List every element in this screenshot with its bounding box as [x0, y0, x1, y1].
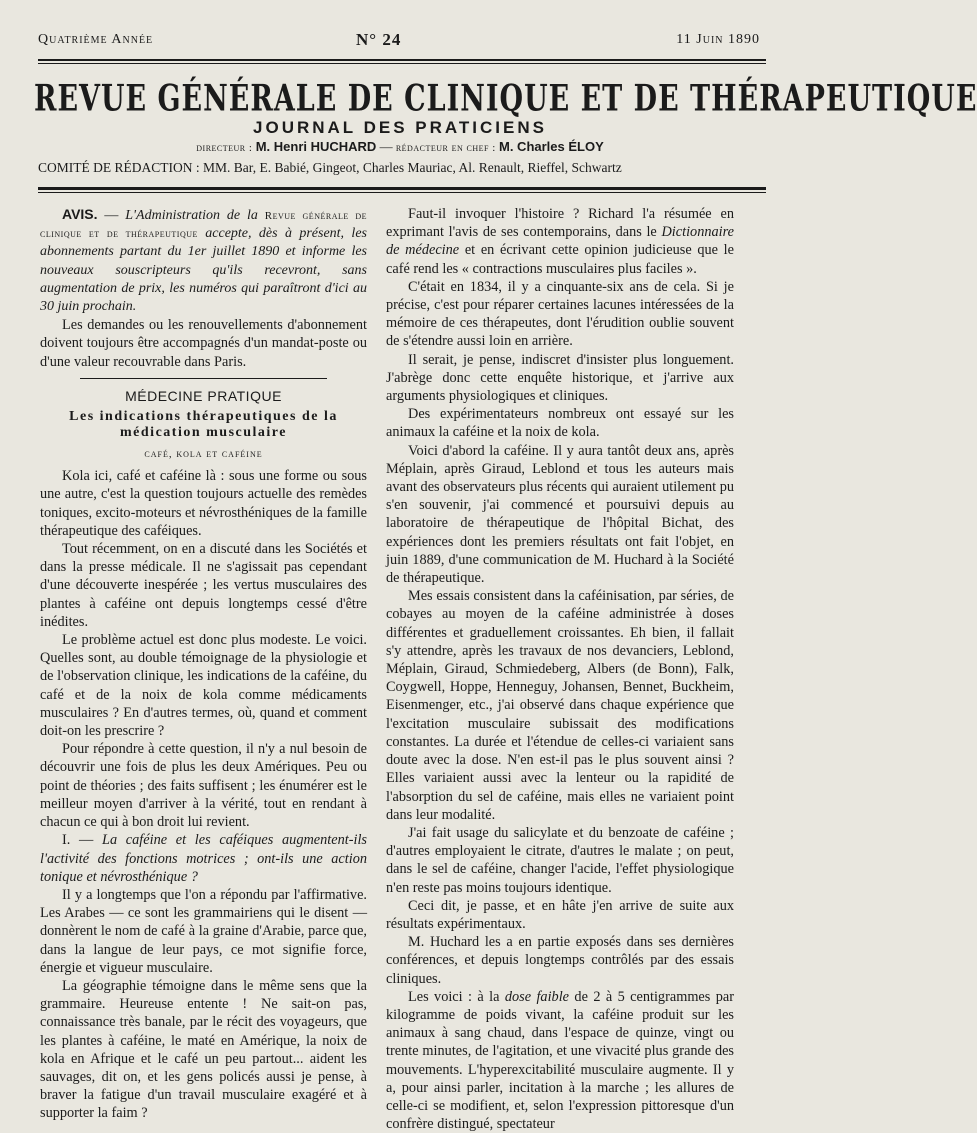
staff-line — [34, 139, 766, 155]
right-column — [386, 205, 734, 1133]
paragraph: Le problème actuel est donc plus modeste. Le voici. Quelles sont, au double témoignage de la physiologie et de l'observation clinique, les indications de la caféine, du café et de la noix de kola comme médicaments musculaires ? En d'autres termes, où, quand et comment doit-on les prescrire ? — [40, 632, 367, 740]
editor-name: M. Charles ÉLOY — [499, 139, 604, 154]
paragraph-text: Faut-il invoquer l'histoire ? Richard l'a résumée en exprimant l'avis de ses contemporains, dans le — [386, 206, 734, 241]
paragraph-text: et en écrivant cette opinion judicieuse que le café rend les « contractions musculaires plus faciles ». — [386, 242, 734, 277]
dictionary-title: Dictionnaire de médecine — [386, 224, 734, 259]
paragraph — [386, 205, 734, 278]
paragraph: Des expérimentateurs nombreux ont essayé sur les animaux la caféine et la noix de kola. — [386, 406, 734, 441]
question-text: La caféine et les caféiques augmentent-ils l'activité des fonctions motrices ; ont-ils une action tonique et névrosthénique ? — [40, 832, 367, 885]
notice-label: AVIS. — [62, 206, 98, 222]
paragraph: C'était en 1834, il y a cinquante-six ans de cela. Si je précise, c'est pour réparer certaines lacunes intéressées de la mémoire de ces thérapeutes, dont l'érudition oublie souvent de s'étendre aussi loin en arrière. — [386, 278, 734, 350]
masthead-rule-bottom — [38, 187, 766, 190]
issue-date: 11 Juin 1890 — [676, 32, 760, 47]
year-label: Quatrième Année — [38, 32, 154, 47]
dose-term: dose faible — [504, 988, 570, 1005]
masthead-top-line — [38, 30, 760, 54]
paragraph: La géographie témoigne dans le même sens que la grammaire. Heureuse entente ! Ne sait-on pas, connaissance très banale, par le récit des voyageurs, que les plantes à caféine, le maté en Amérique, la noix de kola en Afrique et le café un peu partout... aident les sauvages, dit on, et les gens policés aussi je pense, à braver la fatigue d'un travail musculaire exagéré et à supporter la faim ? — [40, 977, 367, 1122]
director-name: M. Henri HUCHARD — [255, 139, 377, 154]
paragraph: Kola ici, café et caféine là : sous une forme ou sous une autre, c'est la question toujours actuelle des remèdes toniques, excito-moteurs et névrosthéniques de la famille thérapeutique des caféiques. — [40, 468, 367, 539]
masthead-rule-bottom-thin — [38, 192, 766, 193]
paragraph: Il y a longtemps que l'on a répondu par l'affirmative. Les Arabes — ce sont les grammairiens qui le disent — donnèrent le nom de café à la graine d'Arabie, parce que, dans la langue de leur pays, ce mot signifie force, énergie et vigueur musculaire. — [40, 886, 367, 976]
notice-dash: — — [97, 208, 126, 223]
roman-numeral: I. — — [62, 832, 103, 849]
paragraph — [386, 988, 734, 1133]
issue-number: N° 24 — [356, 30, 402, 49]
paragraph: Pour répondre à cette question, il n'y a nul besoin de découvrir une fois de plus les deux Amériques. Peu ou point de théories ; des faits suffisent ; les énumérer est le meilleur moyen d'arriver à la vérité, tout en rendant à chacun ce qui à bon droit lui revient. — [40, 741, 367, 831]
subscription-paragraph: Les demandes ou les renouvellements d'abonnement doivent toujours être accompagnés d'un mandat-poste ou d'une valeur recouvrable dans Paris. — [40, 317, 367, 370]
section-heading: MÉDECINE PRATIQUE — [125, 387, 282, 404]
article-subtitle: café, kola et caféine — [144, 448, 263, 461]
masthead-rule-top — [38, 59, 766, 61]
paragraph: Tout récemment, on en a discuté dans les Sociétés et dans la presse médicale. Il ne s'agissait pas cependant d'une découverte inespérée ; les vertus musculaires des plantes à caféine ont depuis longtemps cessé d'être inédites. — [40, 541, 367, 630]
staff-separator: — — [379, 139, 393, 154]
paragraph: Ceci dit, je passe, et en hâte j'en arrive de suite aux résultats expérimentaux. — [386, 897, 734, 932]
editorial-committee: COMITÉ DE RÉDACTION : MM. Bar, E. Babié, Gingeot, Charles Mauriac, Al. Renault, Rieffel, Schwartz — [38, 160, 622, 175]
notice-text-1: L'Administration de la — [125, 208, 265, 223]
paragraph: Voici d'abord la caféine. Il y aura tantôt deux ans, après Méplain, après Giraud, Leblond et tous les auteurs mais avant des observateurs plus récents qui auraient utilement pu s'en souvenir, j'ai commencé et poursuivi depuis au laboratoire de thérapeutique de l'hôpital Bichat, des expériences dont les premiers résultats ont fait l'objet, en juin 1889, d'une communication de M. Huchard à la Société de thérapeutique. — [386, 442, 734, 587]
paragraph: Mes essais consistent dans la caféinisation, par séries, de cobayes au moyen de la caféine administrée à doses différentes et graduellement croissantes. Eh bien, il fallait s'y attendre, après les travaux de nos devanciers, Leblond, Méplain, Giraud, Schmiedeberg, Albers (de Bonn), Falk, Coygwell, Hoppe, Henneguy, Johansen, Bennet, Buckheim, Eisenmenger, etc., j'ai observé dans chaque expérience que l'excitation musculaire subissait des modifications constantes. La durée et l'étendue de celles-ci variaient sans doute avec la dose. N'en est-il pas le plus souvent ainsi ? Elles variaient aussi avec la lenteur ou la rapidité de l'absorption du sel de caféine, mais elles ne variaient point dans leur modalité. — [386, 588, 734, 823]
paragraph: Il serait, je pense, indiscret d'insister plus longuement. J'abrège donc cette enquête historique, et j'arrive aux arguments physiologiques et cliniques. — [386, 351, 734, 405]
editor-label: rédacteur en chef : — [395, 142, 496, 154]
section-divider — [80, 378, 327, 379]
director-label: directeur : — [196, 142, 253, 154]
article-title: Les indications thérapeutiques de la médication musculaire — [69, 409, 338, 441]
notice-journal-name: Revue générale de clinique et de thérapeutique — [40, 210, 368, 241]
paragraph: M. Huchard les a en partie exposés dans ses dernières conférences, et depuis longtemps contrôlés par des essais cliniques. — [386, 934, 734, 987]
notice-text-2: accepte, dès à présent, les abonnements partant du 1er juillet 1890 et informe les nouveaux souscripteurs qu'ils recevront, sans augmentation de prix, les numéros qui paraîtront d'ici au 30 juin prochain. — [40, 226, 367, 315]
notice-paragraph — [40, 205, 367, 316]
journal-title: REVUE GÉNÉRALE DE CLINIQUE ET DE THÉRAPEUTIQUE — [34, 78, 977, 120]
paragraph: J'ai fait usage du salicylate et du benzoate de caféine ; d'autres employaient le citrate, d'autres le malate ; on peut, dans le sel de caféine, changer l'acide, l'effet physiologique n'en reste pas moins toujours identique. — [386, 824, 734, 896]
journal-subtitle: JOURNAL DES PRATICIENS — [253, 118, 547, 137]
masthead-rule-top-thin — [38, 63, 766, 64]
paragraph-text: Les voici : à la — [408, 988, 505, 1005]
question-heading — [40, 831, 367, 886]
paragraph-text: de 2 à 5 centigrammes par kilogramme de poids vivant, la caféine produit sur les animaux à sang chaud, dans l'espace de quinze, vingt ou trente minutes, de l'agitation, et une vivacité plus grande des mouvements. L'hyperexcitabilité musculaire augmente. Il y a, pour ainsi parler, incitation à la marche ; les allures de celle-ci se modifient, et, selon l'expression pittoresque d'un confrère distingué, spectateur — [386, 988, 734, 1133]
left-column — [40, 205, 367, 1123]
